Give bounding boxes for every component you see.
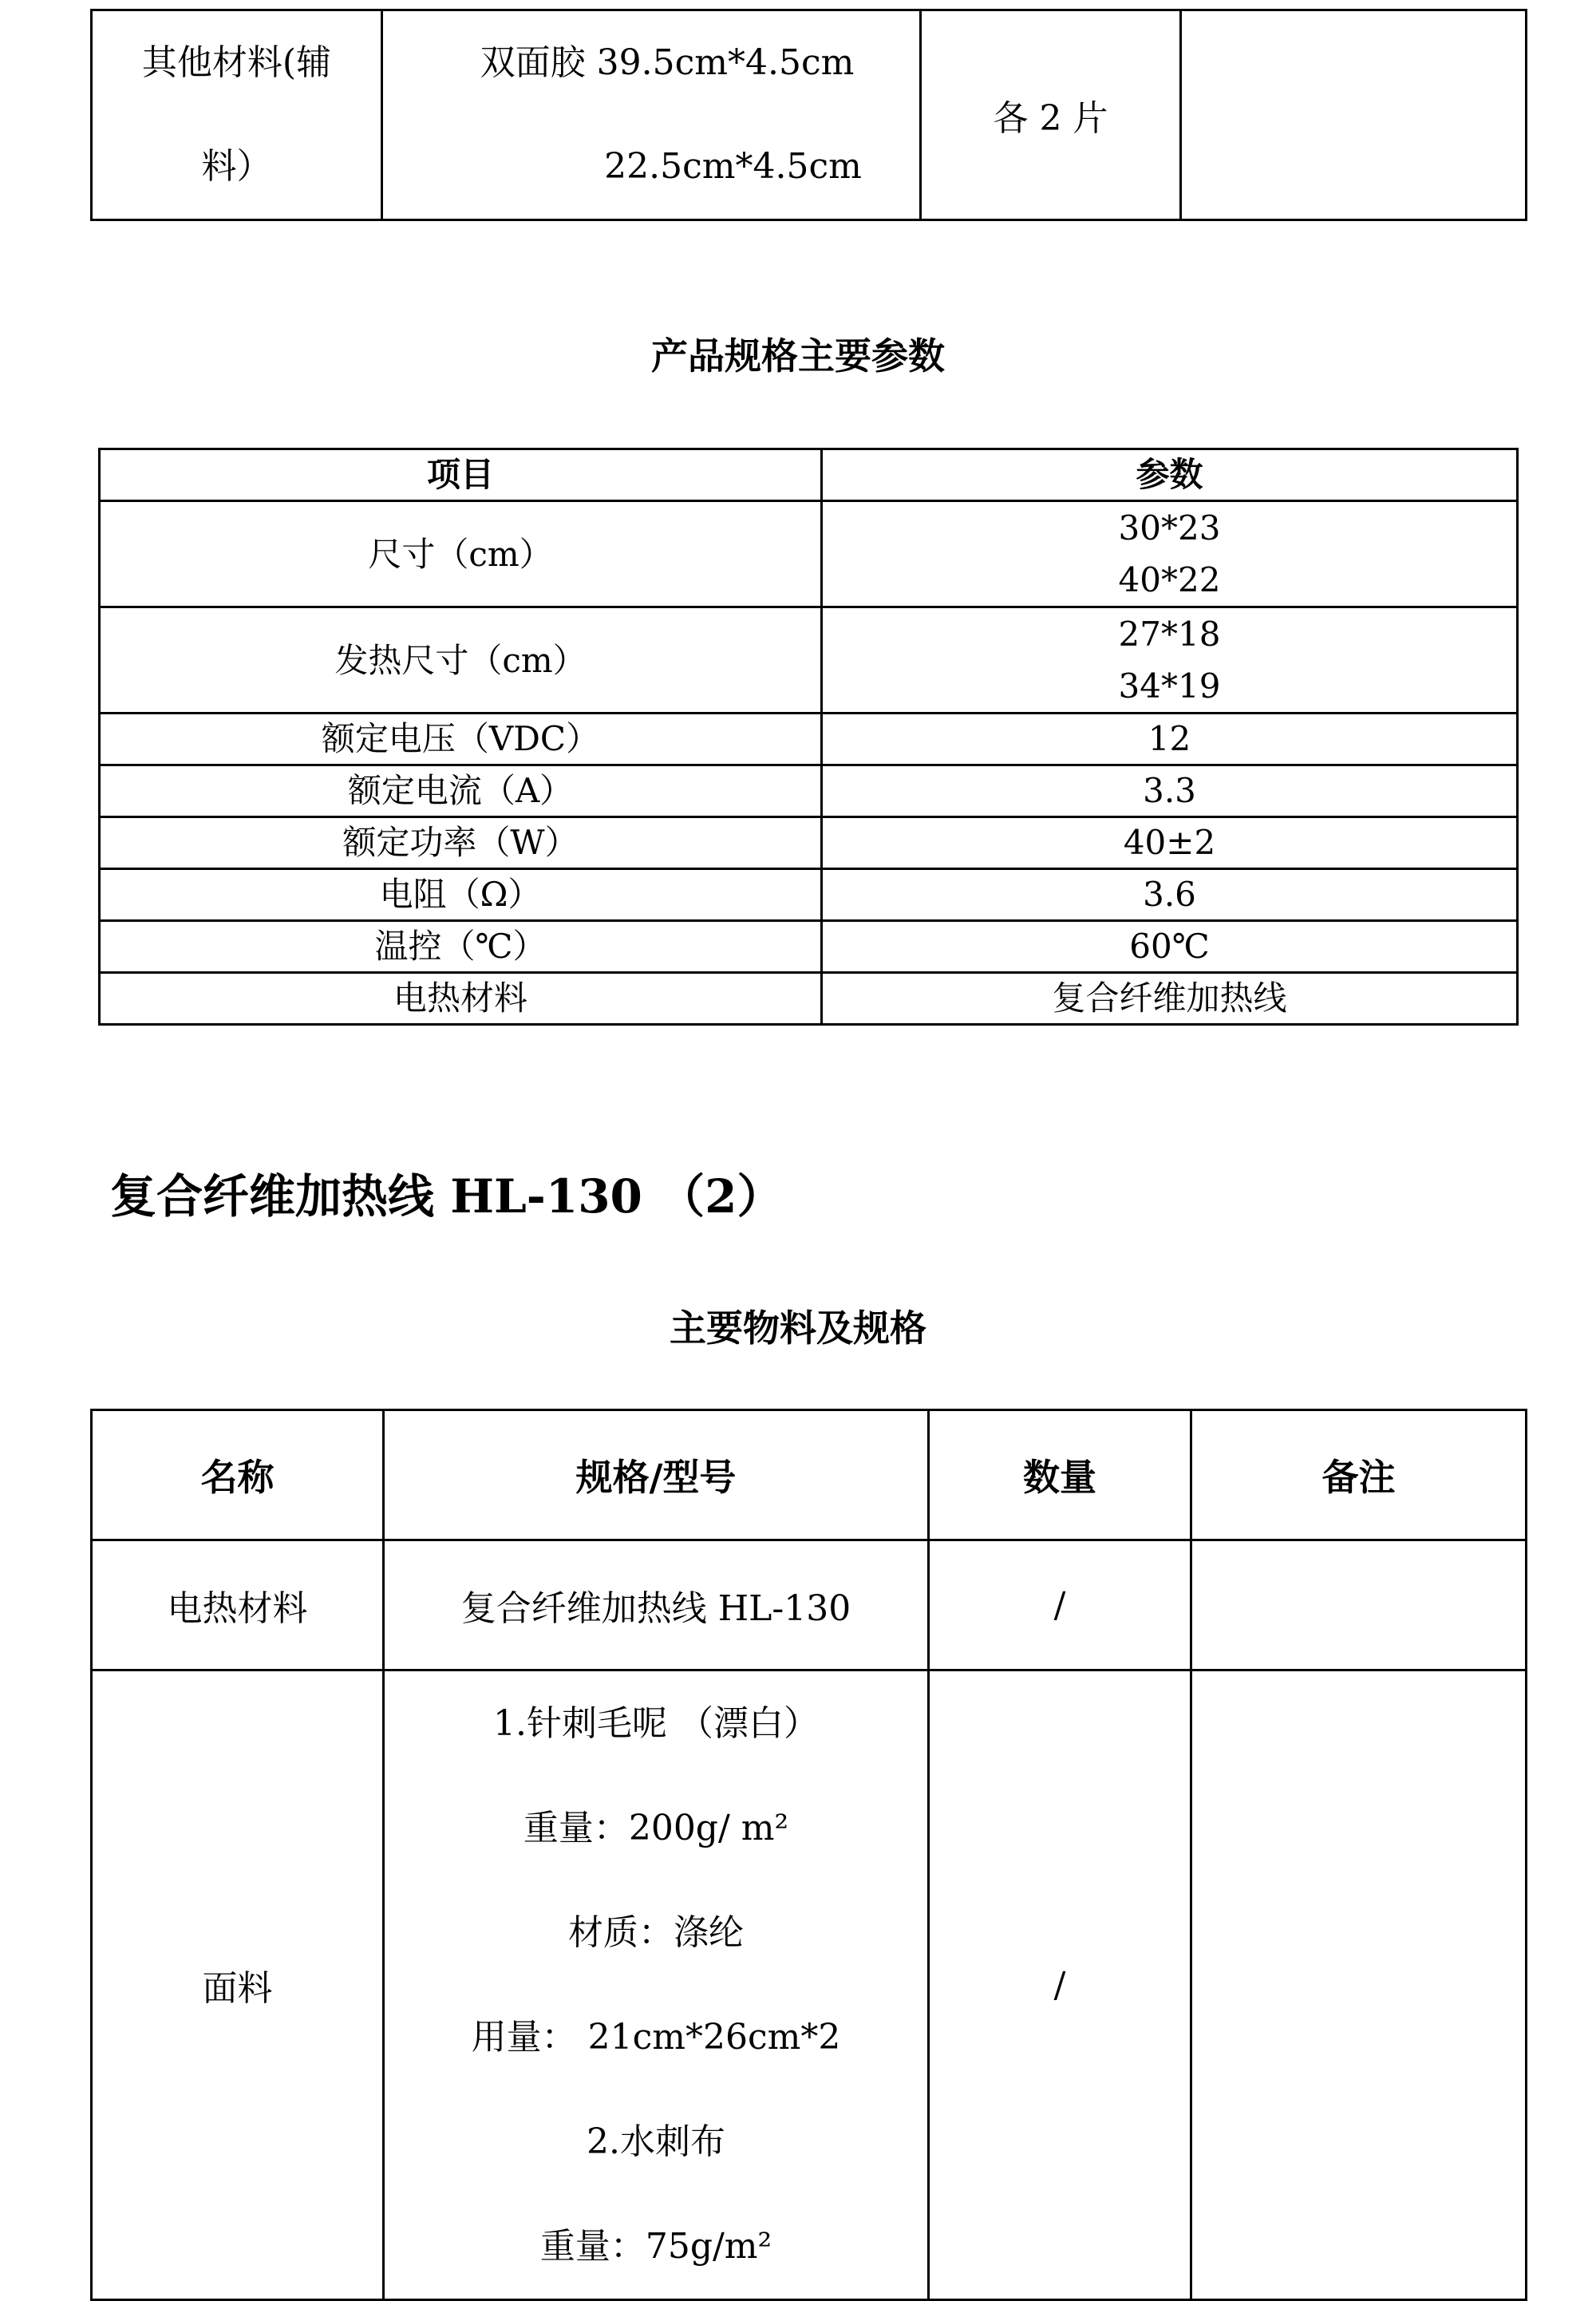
- spec-line: 材质：涤纶: [568, 1912, 744, 1953]
- material-quantity: /: [929, 1540, 1191, 1670]
- param-value-line: 40*22: [1118, 560, 1221, 599]
- column-header-quantity: 数量: [929, 1410, 1191, 1540]
- param-value-line: 34*19: [1118, 666, 1221, 706]
- material-spec: 复合纤维加热线 HL-130: [384, 1540, 929, 1670]
- material-name: 面料: [92, 1670, 384, 2300]
- material-name-line: 料）: [201, 146, 272, 187]
- param-value: 复合纤维加热线: [822, 973, 1518, 1025]
- material-name-line: 其他材料(辅: [141, 42, 332, 83]
- material-spec-line: 双面胶 39.5cm*4.5cm: [480, 42, 855, 83]
- column-header-spec: 规格/型号: [384, 1410, 929, 1540]
- materials-table: [90, 1409, 1527, 2301]
- column-header-param: 参数: [822, 449, 1518, 501]
- material-spec: [384, 1670, 929, 2300]
- auxiliary-materials-table: [90, 9, 1527, 221]
- column-header-name: 名称: [92, 1410, 384, 1540]
- material-name-cell: [92, 10, 382, 220]
- param-value: 3.6: [822, 869, 1518, 921]
- table-row: [92, 1670, 1527, 2300]
- param-value: 40±2: [822, 817, 1518, 869]
- column-header-item: 项目: [100, 449, 822, 501]
- table-row: [100, 817, 1518, 869]
- param-name: 尺寸（cm）: [100, 501, 822, 607]
- table-row: [100, 765, 1518, 817]
- spec-table-title: 产品规格主要参数: [651, 334, 945, 378]
- param-value: 12: [822, 714, 1518, 765]
- material-note: [1191, 1670, 1527, 2300]
- materials-table-title: 主要物料及规格: [670, 1307, 926, 1350]
- table-row: [92, 10, 1527, 220]
- table-header-row: [100, 449, 1518, 501]
- param-name: 发热尺寸（cm）: [100, 607, 822, 714]
- param-name: 额定电流（A）: [100, 765, 822, 817]
- material-spec-line: 22.5cm*4.5cm: [604, 146, 862, 187]
- param-value-line: 30*23: [1118, 508, 1221, 548]
- param-value: 3.3: [822, 765, 1518, 817]
- spec-line: 重量：200g/ m²: [523, 1808, 789, 1848]
- table-row: [100, 607, 1518, 714]
- param-name: 额定功率（W）: [100, 817, 822, 869]
- material-name: 电热材料: [92, 1540, 384, 1670]
- param-name: 电阻（Ω）: [100, 869, 822, 921]
- table-header-row: [92, 1410, 1527, 1540]
- param-value: 60℃: [822, 921, 1518, 973]
- param-name: 额定电压（VDC）: [100, 714, 822, 765]
- table-row: [100, 869, 1518, 921]
- spec-line: 1.针刺毛呢 （漂白）: [493, 1703, 819, 1744]
- table-row: [100, 921, 1518, 973]
- material-spec-cell: [382, 10, 921, 220]
- param-value: [822, 607, 1518, 714]
- section-heading: 复合纤维加热线 HL-130 （2）: [110, 1169, 784, 1224]
- spec-line: 重量：75g/m²: [539, 2226, 772, 2267]
- table-row: [100, 973, 1518, 1025]
- param-value: [822, 501, 1518, 607]
- spec-line: 2.水刺布: [587, 2121, 725, 2162]
- material-note-cell: [1181, 10, 1527, 220]
- table-row: [92, 1540, 1527, 1670]
- table-row: [100, 714, 1518, 765]
- spec-line: 用量： 21cm*26cm*2: [471, 2017, 841, 2058]
- param-name: 电热材料: [100, 973, 822, 1025]
- material-quantity-cell: 各 2 片: [921, 10, 1181, 220]
- table-row: [100, 501, 1518, 607]
- param-name: 温控（℃）: [100, 921, 822, 973]
- param-value-line: 27*18: [1118, 615, 1221, 654]
- column-header-note: 备注: [1191, 1410, 1527, 1540]
- material-note: [1191, 1540, 1527, 1670]
- spec-parameters-table: [98, 448, 1519, 1026]
- material-quantity: /: [929, 1670, 1191, 2300]
